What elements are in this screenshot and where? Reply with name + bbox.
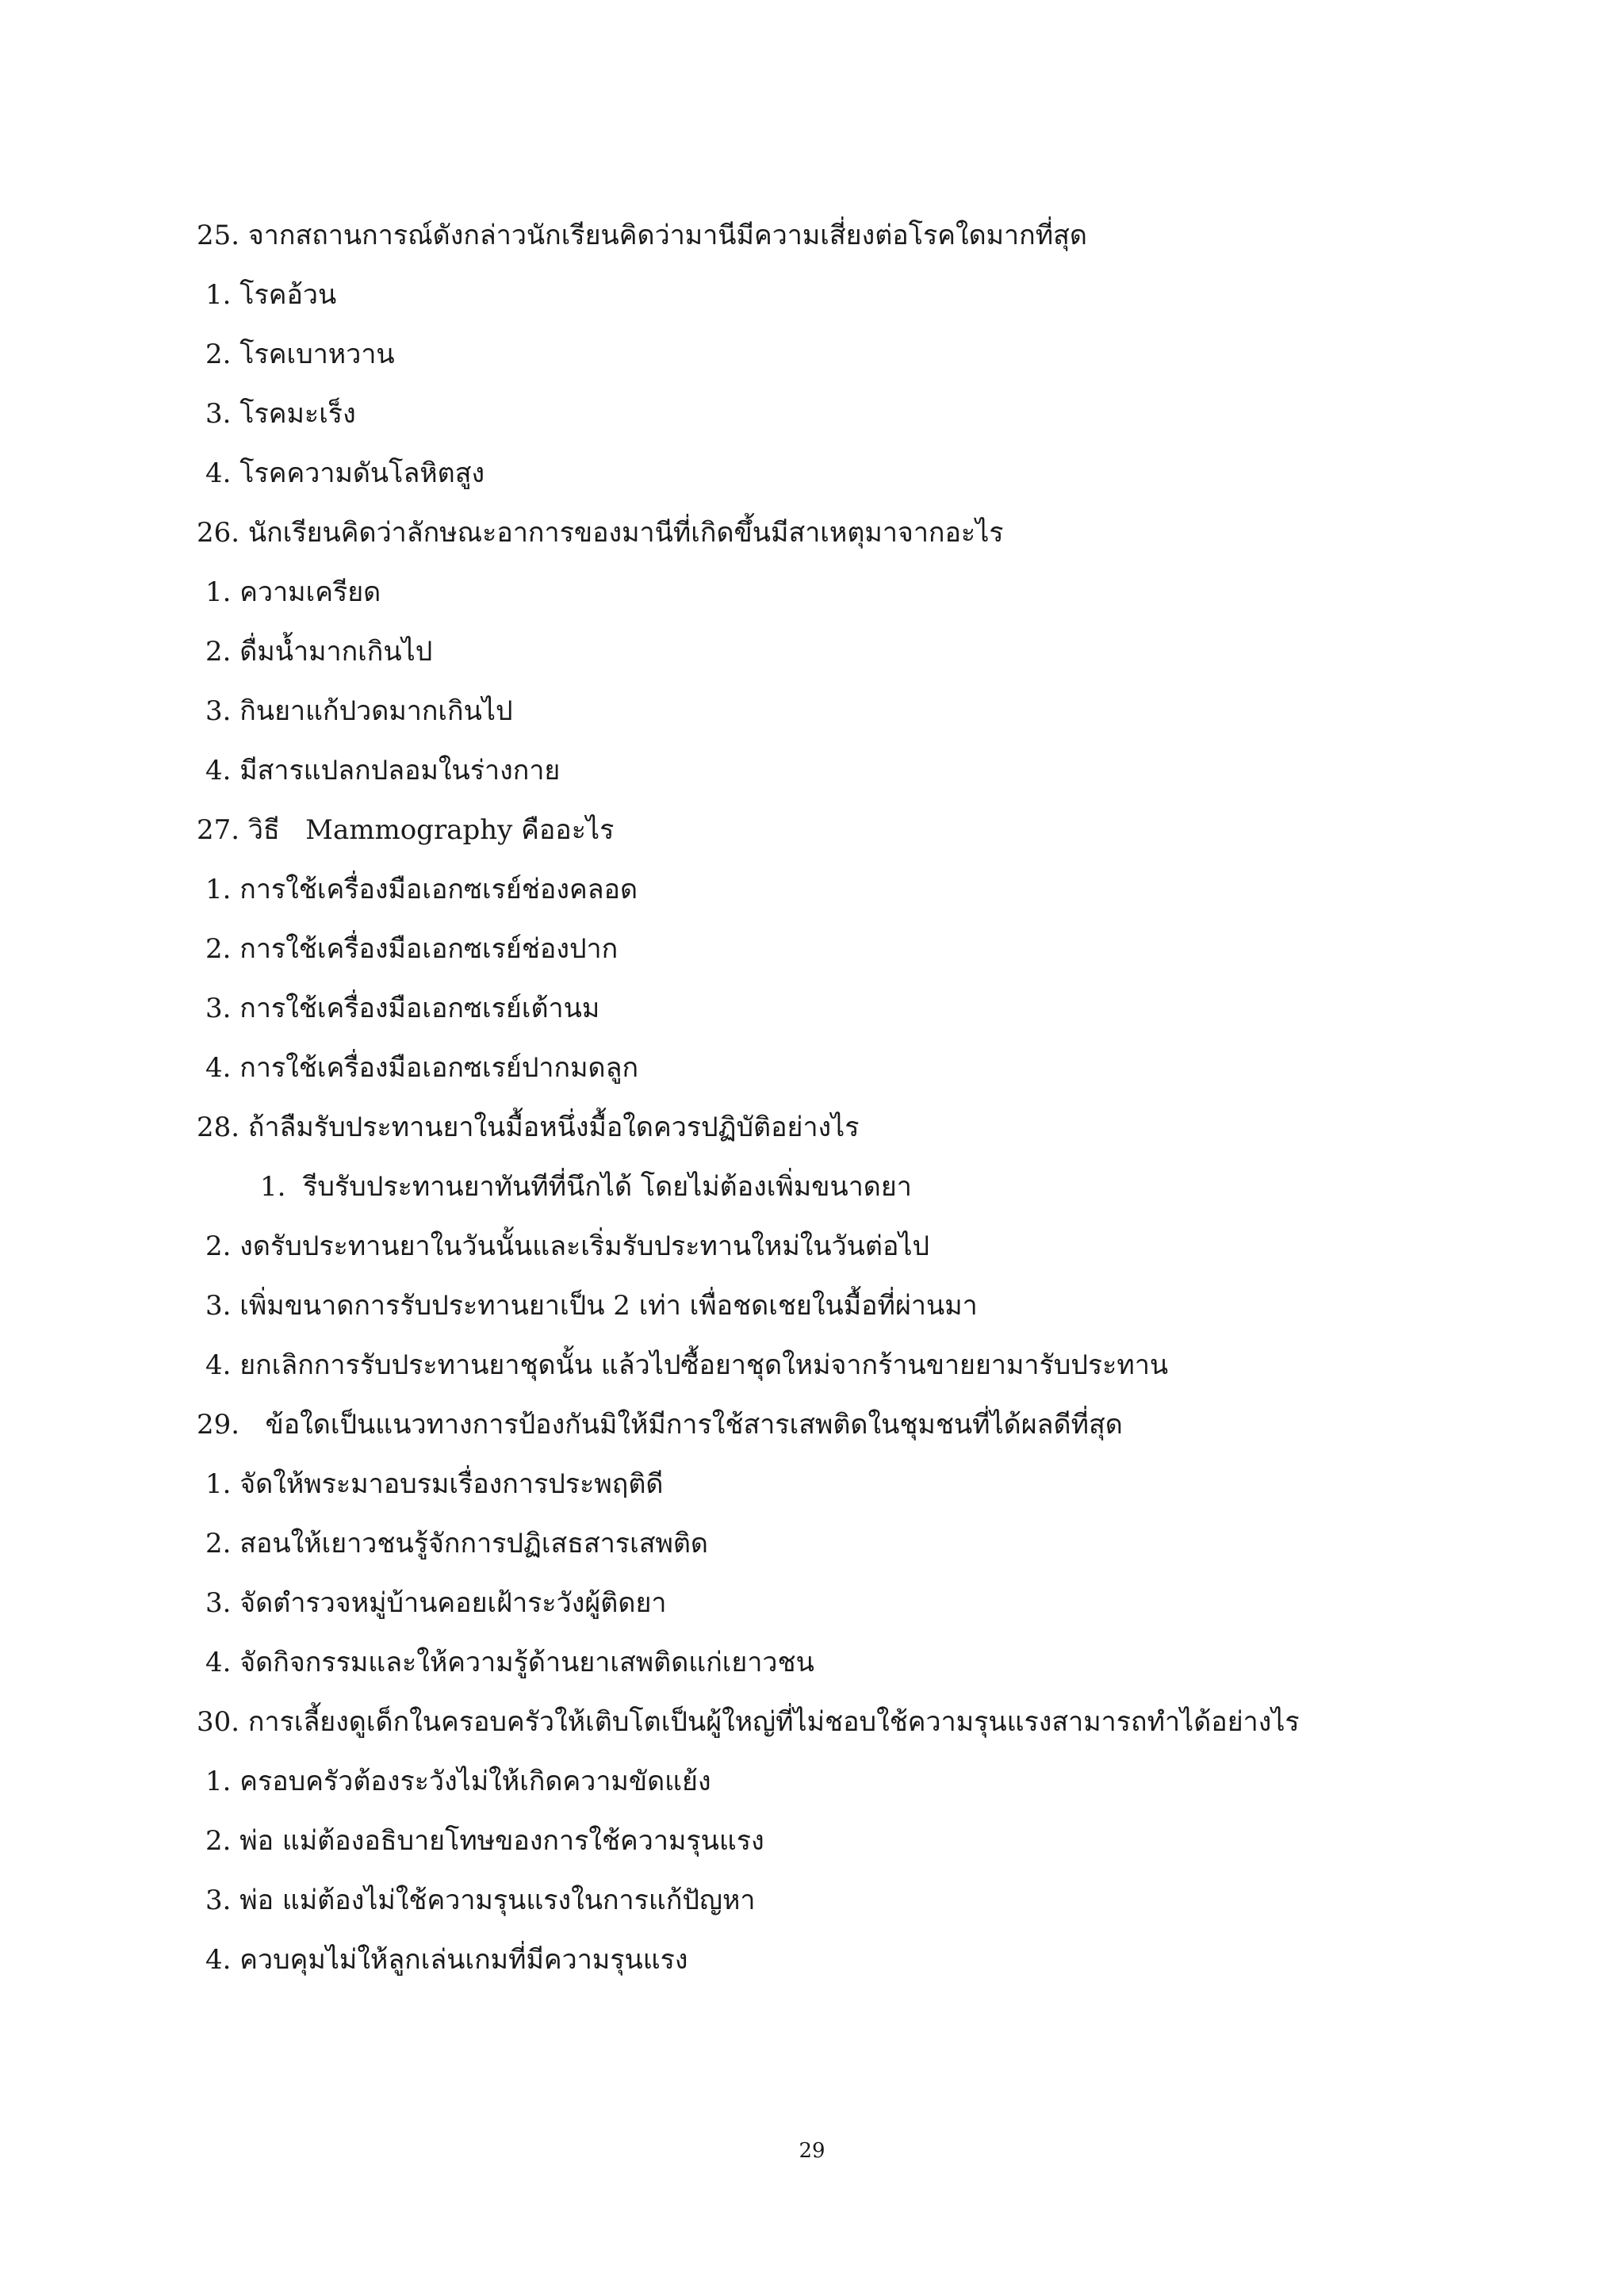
question-29: 29. ข้อใดเป็นแนวทางการป้องกันมิให้มีการใช้สารเสพติดในชุมชนที่ได้ผลดีที่สุด <box>197 1409 1123 1441</box>
question-29-option-4: 4. จัดกิจกรรมและให้ความรู้ด้านยาเสพติดแก่เยาวชน <box>205 1647 814 1678</box>
question-27-option-4: 4. การใช้เครื่องมือเอกซเรย์ปากมดลูก <box>205 1052 639 1084</box>
question-25-option-4: 4. โรคความดันโลหิตสูง <box>205 457 485 489</box>
question-27: 27. วิธี Mammography คืออะไร <box>197 814 615 846</box>
question-27-option-1: 1. การใช้เครื่องมือเอกซเรย์ช่องคลอด <box>205 874 638 905</box>
question-27-option-3: 3. การใช้เครื่องมือเอกซเรย์เต้านม <box>205 993 600 1024</box>
question-26: 26. นักเรียนคิดว่าลักษณะอาการของมานีที่เกิดขึ้นมีสาเหตุมาจากอะไร <box>197 517 1004 549</box>
question-26-option-3: 3. กินยาแก้ปวดมากเกินไป <box>205 695 513 727</box>
question-26-option-2: 2. ดื่มน้ำมากเกินไป <box>205 636 433 668</box>
question-29-option-1: 1. จัดให้พระมาอบรมเรื่องการประพฤติดี <box>205 1468 664 1500</box>
question-30-option-1: 1. ครอบครัวต้องระวังไม่ให้เกิดความขัดแย้ง <box>205 1766 711 1797</box>
question-30-option-4: 4. ควบคุมไม่ให้ลูกเล่นเกมที่มีความรุนแรง <box>205 1944 688 1976</box>
question-26-option-1: 1. ความเครียด <box>205 576 381 608</box>
question-28-option-1: 1. รีบรับประทานยาทันทีที่นึกได้ โดยไม่ต้องเพิ่มขนาดยา <box>260 1171 912 1203</box>
question-30: 30. การเลี้ยงดูเด็กในครอบครัวให้เติบโตเป็นผู้ใหญ่ที่ไม่ชอบใช้ความรุนแรงสามารถทำได้อย่างไร <box>197 1706 1300 1738</box>
question-25-option-1: 1. โรคอ้วน <box>205 279 337 311</box>
question-29-option-2: 2. สอนให้เยาวชนรู้จักการปฏิเสธสารเสพติด <box>205 1528 709 1559</box>
question-28-option-2: 2. งดรับประทานยาในวันนั้นและเริ่มรับประทานใหม่ในวันต่อไป <box>205 1230 930 1262</box>
question-28-option-4: 4. ยกเลิกการรับประทานยาชุดนั้น แล้วไปซื้อยาชุดใหม่จากร้านขายยามารับประทาน <box>205 1349 1169 1381</box>
question-25-option-3: 3. โรคมะเร็ง <box>205 398 356 430</box>
question-30-option-2: 2. พ่อ แม่ต้องอธิบายโทษของการใช้ความรุนแรง <box>205 1825 764 1857</box>
page-number: 29 <box>799 2139 825 2163</box>
question-29-option-3: 3. จัดตำรวจหมู่บ้านคอยเฝ้าระวังผู้ติดยา <box>205 1587 667 1619</box>
question-26-option-4: 4. มีสารแปลกปลอมในร่างกาย <box>205 755 561 786</box>
question-25-option-2: 2. โรคเบาหวาน <box>205 339 395 370</box>
question-28: 28. ถ้าลืมรับประทานยาในมื้อหนึ่งมื้อใดควรปฏิบัติอย่างไร <box>197 1112 860 1143</box>
question-list <box>197 208 1561 1992</box>
question-28-option-3: 3. เพิ่มขนาดการรับประทานยาเป็น 2 เท่า เพื่อชดเชยในมื้อที่ผ่านมา <box>205 1290 978 1322</box>
question-27-option-2: 2. การใช้เครื่องมือเอกซเรย์ช่องปาก <box>205 933 619 965</box>
question-25: 25. จากสถานการณ์ดังกล่าวนักเรียนคิดว่ามานีมีความเสี่ยงต่อโรคใดมากที่สุด <box>197 220 1087 251</box>
question-30-option-3: 3. พ่อ แม่ต้องไม่ใช้ความรุนแรงในการแก้ปัญหา <box>205 1885 756 1916</box>
